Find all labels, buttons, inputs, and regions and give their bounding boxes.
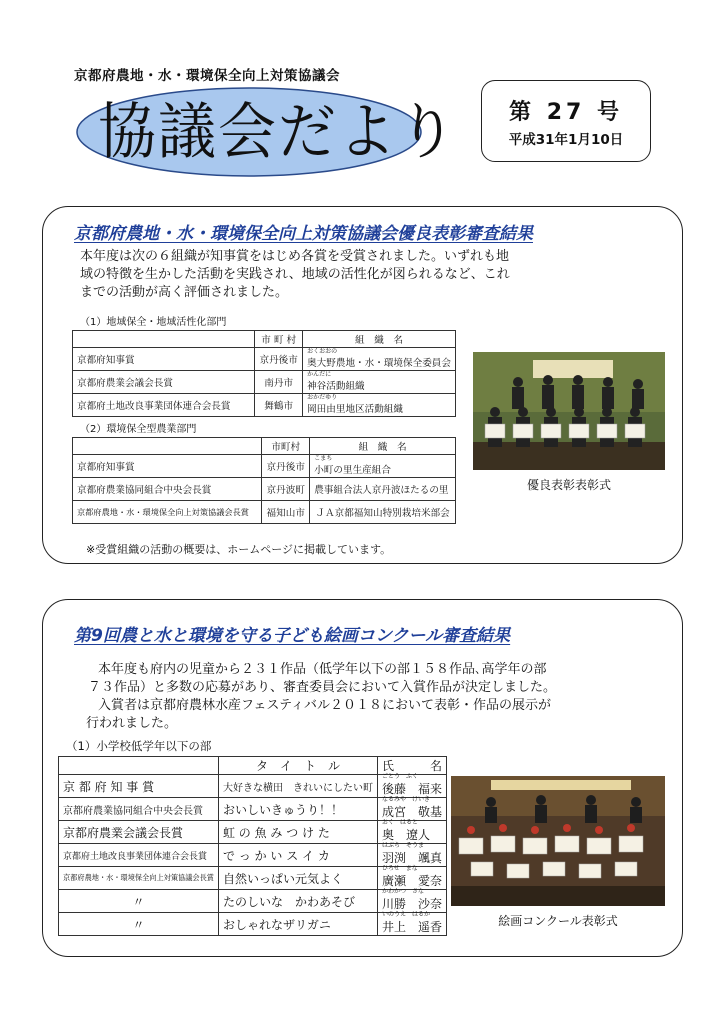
award-table-eco-farming [72,437,456,524]
table-header [59,757,219,775]
table-header: タ イ ト ル [218,757,377,775]
table-row: 〃 たのしいな かわあそび かわかつ さな 川勝 沙奈 [59,890,447,913]
section1-title: 京都府農地・水・環境保全向上対策協議会優良表彰審査結果 [74,224,533,244]
issue-box [481,80,651,162]
table-row: 京 都 府 知 事 賞 大好きな横田 きれいにしたい町 ごとう ふく 後藤 福来 [59,775,447,798]
issue-number: 第 27 号 [509,100,623,125]
table-header [73,438,262,455]
painting-photo-caption: 絵画コンクール表彰式 [498,914,618,928]
table2-caption: （2）環境保全型農業部門 [80,424,197,435]
table-row: 京都府農地・水・環境保全向上対策協議会長賞 自然いっぱい元気よく ひろせ まな 廣瀬 愛奈 [59,867,447,890]
table-row: 京都府農業会議会長賞 虹 の 魚 み つ け た おく はると 奥 遼人 [59,821,447,844]
painting-contest-table [58,756,447,936]
kids-table-caption: （1）小学校低学年以下の部 [66,739,212,753]
table-row: 京都府土地改良事業団体連合会長賞 舞鶴市 おかだゆり 岡田由里地区活動組織 [73,394,456,417]
section2-paragraph: 本年度も府内の児童から２３１作品（低学年以下の部１５８作品､高学年の部 ７３作品）と多数の応募があり、審査委員会において入賞作品が決定しました。 入賞者は京都府農林水産フェスティバル２０１８において表彰・作品の展示が 行われました。 [86,662,557,731]
table-row: 京都府農業協同組合中央会長賞 おいしいきゅうり！！ なるみや けいき 成宮 敬基 [59,798,447,821]
section1-note: ※受賞組織の活動の概要は、ホームページに掲載しています。 [86,543,392,556]
table-header: 組 織 名 [303,331,456,348]
table-header: 市 町 村 [255,331,303,348]
award-photo-caption: 優良表彰表彰式 [526,478,611,492]
table-row: 京都府土地改良事業団体連合会長賞 で っ か い ス イ カ はぶち そうま 羽渕 颯真 [59,844,447,867]
award-table-regional [72,330,456,417]
painting-contest-photo [451,776,665,906]
section2-title: 第9回農と水と環境を守る子ども絵画コンクール審査結果 [74,626,511,646]
table-header [73,331,255,348]
table-header: 組 織 名 [310,438,456,455]
table-header: 市町村 [262,438,310,455]
organization-name: 京都府農地・水・環境保全向上対策協議会 [74,68,340,84]
masthead-title: 協議会だより [98,95,459,167]
table-row: 京都府農業会議会長賞 南丹市 かんだに 神谷活動組織 [73,371,456,394]
table-row: 京都府知事賞 京丹後市 おくおおの 奥大野農地・水・環境保全委員会 [73,348,456,371]
table-row: 京都府農業協同組合中央会長賞 京丹波町 農事組合法人京丹波ほたるの里 [73,478,456,501]
table-row: 京都府農地・水・環境保全向上対策協議会長賞 福知山市 ＪＡ京都福知山特別栽培米部会 [73,501,456,524]
issue-date: 平成31年1月10日 [508,132,624,148]
table-row: 〃 おしゃれなザリガニ いのうえ はるか 井上 遥香 [59,913,447,936]
table-row: 京都府知事賞 京丹後市 こまち 小町の里生産組合 [73,455,456,478]
section1-paragraph: 本年度は次の６組織が知事賞をはじめ各賞を受賞されました。いずれも地 域の特徴を生かした活動を実践され、地域の活性化が図られるなど、これ までの活動が高く評価されました。 [80,249,510,300]
table1-caption: （1）地域保全・地域活性化部門 [80,317,227,328]
award-ceremony-photo [473,352,665,470]
table-header: 氏 名 [377,757,446,775]
